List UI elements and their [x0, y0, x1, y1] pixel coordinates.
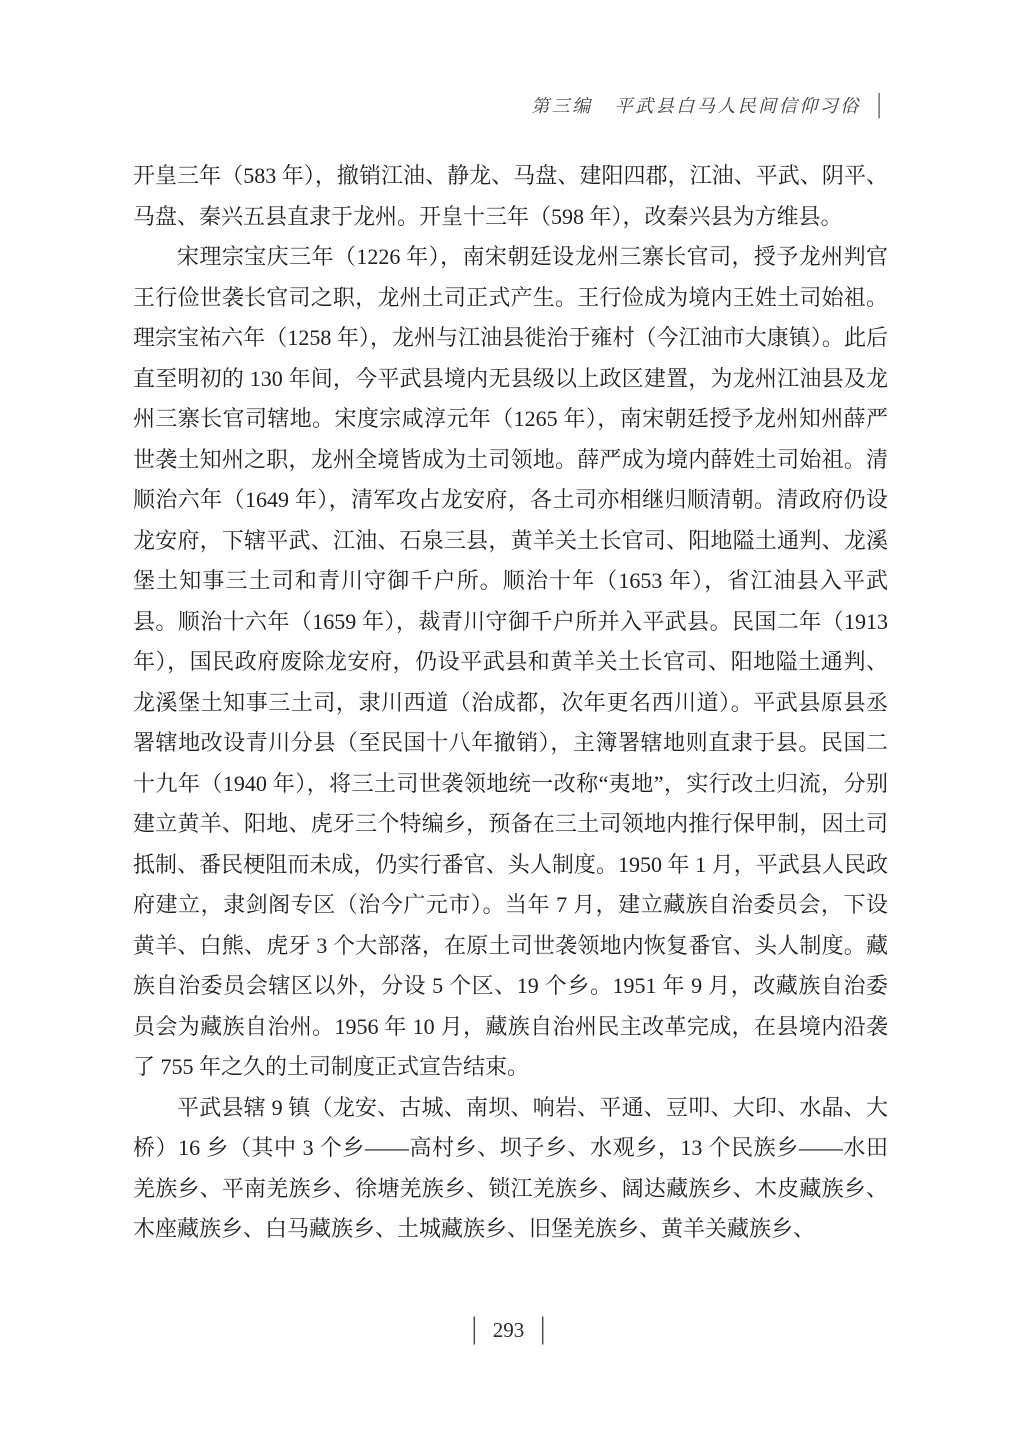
page-body — [133, 156, 888, 1250]
header-title: 平武县白马人民间信仰习俗 — [614, 96, 861, 116]
header-section-label: 第三编 — [531, 96, 593, 116]
paragraph-tusi-history: 宋理宗宝庆三年（1226 年），南宋朝廷设龙州三寨长官司，授予龙州判官王行俭世袭长官司之职，龙州土司正式产生。王行俭成为境内王姓土司始祖。理宗宝祐六年（1258 年），龙州与江油县徙治于雍村（今江油市大康镇）。此后直至明初的 130 年间，今平武县境内无县级以上政区建置，为龙州江油县及龙州三寨长官司辖地。宋度宗咸淳元年（1265 年），南宋朝廷授予龙州知州薛严世袭土知州之职，龙州全境皆成为土司领地。薛严成为境内薛姓土司始祖。清顺治六年（1649 年），清军攻占龙安府，各土司亦相继归顺清朝。清政府仍设龙安府，下辖平武、江油、石泉三县，黄羊关土长官司、阳地隘土通判、龙溪堡土知事三土司和青川守御千户所。顺治十年（1653 年），省江油县入平武县。顺治十六年（1659 年），裁青川守御千户所并入平武县。民国二年（1913 年），国民政府废除龙安府，仍设平武县和黄羊关土长官司、阳地隘土通判、龙溪堡土知事三土司，隶川西道（治成都，次年更名西川道）。平武县原县丞署辖地改设青川分县（至民国十八年撤销），主簿署辖地则直隶于县。民国二十九年（1940 年），将三土司世袭领地统一改称“夷地”，实行改土归流，分别建立黄羊、阳地、虎牙三个特编乡，预备在三土司领地内推行保甲制，因土司抵制、番民梗阻而未成，仍实行番官、头人制度。1950 年 1 月，平武县人民政府建立，隶剑阁专区（治今广元市）。当年 7 月，建立藏族自治委员会，下设黄羊、白熊、虎牙 3 个大部落，在原土司世袭领地内恢复番官、头人制度。藏族自治委员会辖区以外，分设 5 个区、19 个乡。1951 年 9 月，改藏族自治委员会为藏族自治州。1956 年 10 月，藏族自治州民主改革完成，在县境内沿袭了 755 年之久的土司制度正式宣告结束。 — [133, 244, 888, 1079]
paragraph-townships: 平武县辖 9 镇（龙安、古城、南坝、响岩、平通、豆叩、大印、水晶、大桥）16 乡（其中 3 个乡——高村乡、坝子乡、水观乡，13 个民族乡——水田羌族乡、平南羌族乡、徐塘羌族乡、锁江羌族乡、阔达藏族乡、木皮藏族乡、木座藏族乡、白马藏族乡、土城藏族乡、旧堡羌族乡、黄羊关藏族乡、 — [133, 1094, 888, 1241]
header-divider-bar: │ — [872, 92, 888, 116]
page-number: 293 — [492, 1318, 525, 1342]
footer-divider-left: │ — [466, 1316, 482, 1344]
page-footer — [0, 1318, 1017, 1343]
footer-divider-right: │ — [535, 1316, 551, 1344]
running-header — [133, 92, 888, 118]
paragraph-continuation: 开皇三年（583 年），撤销江油、静龙、马盘、建阳四郡，江油、平武、阴平、马盘、秦兴五县直隶于龙州。开皇十三年（598 年），改秦兴县为方维县。 — [133, 163, 888, 229]
